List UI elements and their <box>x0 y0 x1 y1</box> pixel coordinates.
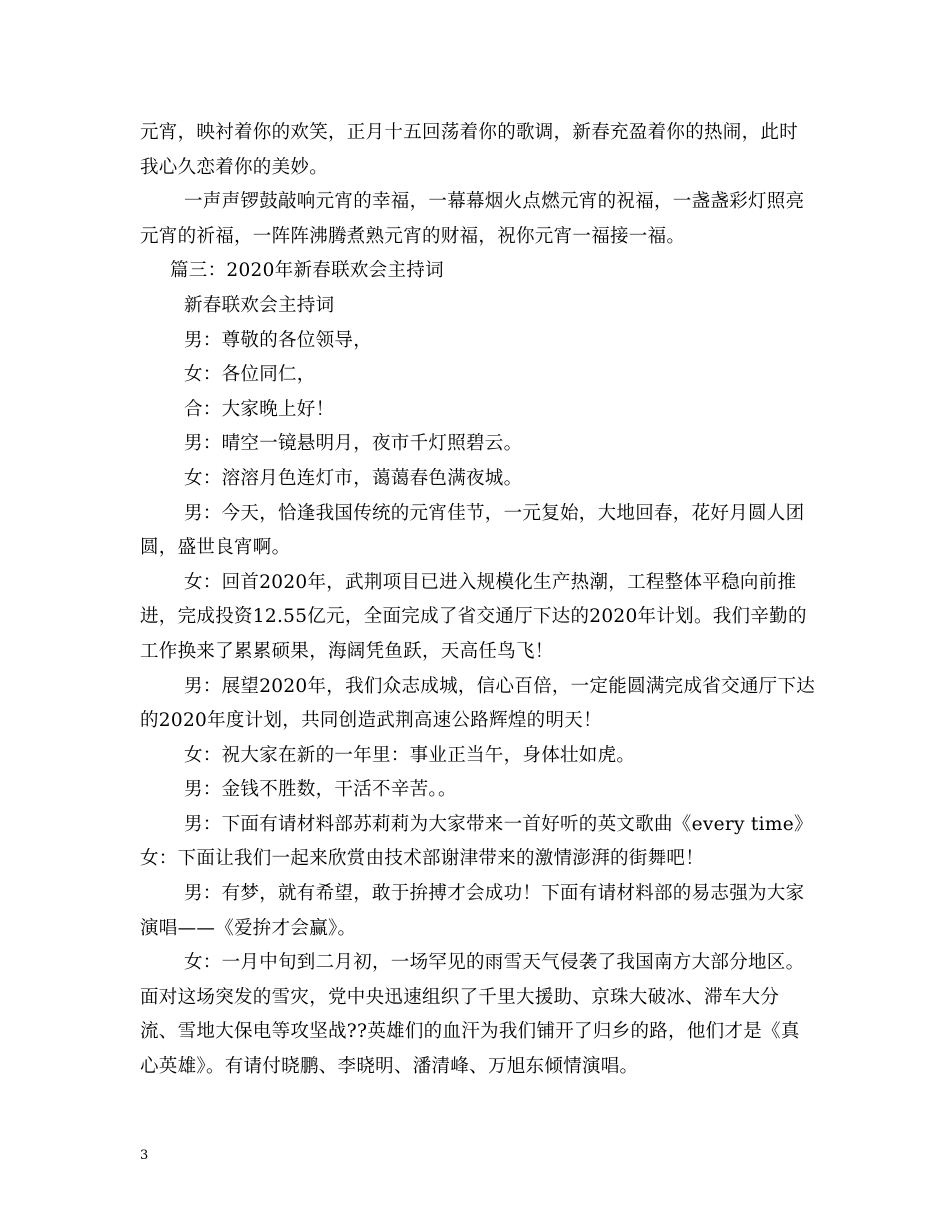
document-body <box>140 116 816 1085</box>
dialogue-line: 女：一月中旬到二月初，一场罕见的雨雪天气侵袭了我国南方大部分地区。面对这场突发的雪灾，党中央迅速组织了千里大援助、京珠大破冰、滞车大分流、雪地大保电等攻坚战??英雄们的血汗为我们铺开了归乡的路，他们才是《真心英雄》。有请付晓鹏、李晓明、潘清峰、万旭东倾情演唱。 <box>140 952 805 1078</box>
dialogue-line: 男：有梦，就有希望，敢于拚搏才会成功！下面有请材料部的易志强为大家演唱——《爱拚才会赢》。 <box>140 883 805 939</box>
dialogue-line: 女：各位同仁， <box>184 364 316 386</box>
dialogue-line: 男：尊敬的各位领导， <box>184 329 373 351</box>
section-heading: 篇三：2020年新春联欢会主持词 <box>170 260 444 282</box>
paragraph: 一声声锣鼓敲响元宵的幸福，一幕幕烟火点燃元宵的祝福，一盏盏彩灯照亮元宵的祈福，一阵阵沸腾煮熟元宵的财福，祝你元宵一福接一福。 <box>140 191 805 247</box>
dialogue-line: 男：金钱不胜数，干活不辛苦。。 <box>184 779 457 801</box>
dialogue-line: 男：下面有请材料部苏莉莉为大家带来一首好听的英文歌曲《every time》 <box>184 813 813 835</box>
page-number: 3 <box>140 1148 149 1163</box>
dialogue-line: 男：展望2020年，我们众志成城，信心百倍，一定能圆满完成省交通厅下达的2020年度计划，共同创造武荆高速公路辉煌的明天！ <box>140 675 816 732</box>
dialogue-line: 男：今天，恰逢我国传统的元宵佳节，一元复始，大地回春，花好月圆人团圆，盛世良宵啊。 <box>140 502 805 559</box>
dialogue-line: 女：回首2020年，武荆项目已进入规模化生产热潮，工程整体平稳向前推进，完成投资12.55亿元，全面完成了省交通厅下达的2020年计划。我们辛勤的工作换来了累累硕果，海阔凭鱼跃，天高任鸟飞！ <box>140 571 807 662</box>
dialogue-line: 女：下面让我们一起来欣赏由技术部谢津带来的激情澎湃的街舞吧！ <box>140 848 705 870</box>
dialogue-line: 合：大家晚上好！ <box>184 398 335 420</box>
dialogue-line: 女：祝大家在新的一年里：事业正当午，身体壮如虎。 <box>184 744 636 766</box>
dialogue-line: 男：晴空一镜悬明月，夜市千灯照碧云。 <box>184 433 523 455</box>
paragraph: 元宵，映衬着你的欢笑，正月十五回荡着你的歌调，新春充盈着你的热闹，此时我心久恋着你的美妙。 <box>140 122 799 178</box>
dialogue-line: 女：溶溶月色连灯市，蔼蔼春色满夜城。 <box>184 467 523 489</box>
speech-title: 新春联欢会主持词 <box>184 294 335 316</box>
